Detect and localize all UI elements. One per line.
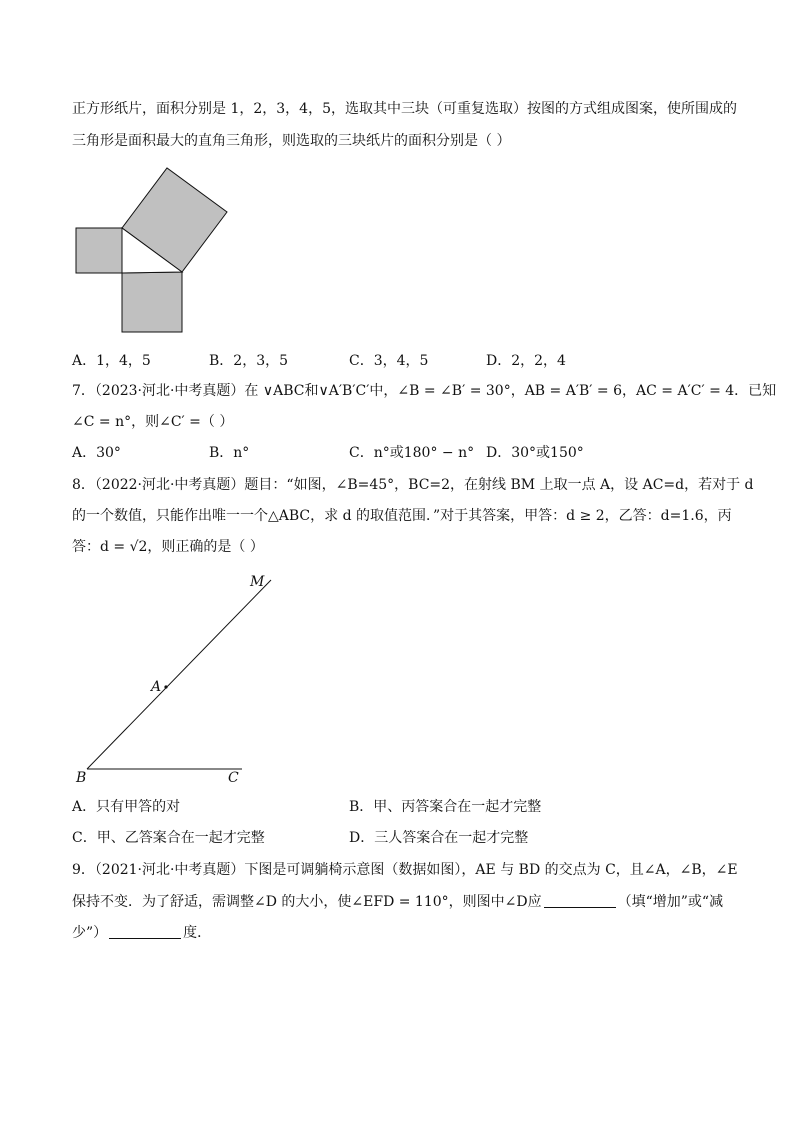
q7-text-line-1: 7．（2023·河北·中考真题）在 ∨ABC和∨A′B′C′中，∠B = ∠B′ = 30°，AB = A′B′ = 6，AC = A′C′ = 4．已知: [72, 383, 777, 399]
q9-line-2-pre: 保持不变．为了舒适，需调整∠D 的大小，使∠EFD = 110°，则图中∠D应: [72, 894, 542, 910]
q8-option-a: A．只有甲答的对: [72, 799, 181, 815]
q8-text-line-1: 8．（2022·河北·中考真题）题目：“如图，∠B=45°，BC=2，在射线 BM 上取一点 A，设 AC=d，若对于 d: [72, 477, 754, 493]
q8-option-d: D．三人答案合在一起才完整: [349, 830, 529, 846]
q9-blank-2[interactable]: [109, 924, 181, 939]
label-c: C: [228, 770, 239, 786]
q9-blank-1[interactable]: [544, 893, 616, 908]
q6-squares-figure: [70, 160, 240, 340]
q9-line-3-pre: 少”）: [72, 925, 108, 941]
q8-text-line-2: 的一个数值，只能作出唯一一个△ABC，求 d 的取值范围．”对于其答案，甲答：d ≥ 2，乙答：d=1.6，丙: [72, 508, 732, 524]
q9-text-line-1: 9．（2021·河北·中考真题）下图是可调躺椅示意图（数据如图），AE 与 BD 的交点为 C，且∠A，∠B，∠E: [72, 862, 738, 878]
bottom-square: [122, 272, 182, 332]
q7-option-b: B．n°: [209, 445, 250, 461]
q9-line-2-post: （填“增加”或“减: [617, 894, 724, 910]
q7-option-d: D．30°或150°: [486, 445, 584, 461]
left-square: [76, 228, 122, 273]
q9-text-line-3: [72, 923, 211, 943]
q8-option-b: B．甲、丙答案合在一起才完整: [349, 799, 542, 815]
q7-option-c: C．n°或180° − n°: [349, 445, 475, 461]
q6-option-d: D．2，2，4: [486, 353, 566, 369]
q8-ray-figure: [70, 568, 285, 790]
q6-option-a: A．1，4，5: [72, 353, 151, 369]
q6-option-b: B．2，3，5: [209, 353, 289, 369]
label-a: A: [151, 679, 162, 695]
q8-text-line-3: 答：d = √2，则正确的是（ ）: [72, 539, 264, 555]
q9-line-3-post: 度．: [183, 925, 212, 941]
label-b: B: [76, 770, 87, 786]
q7-text-line-2: ∠C = n°，则∠C′ =（ ）: [72, 414, 234, 430]
q6-text-line-2: 三角形是面积最大的直角三角形，则选取的三块纸片的面积分别是（ ）: [72, 133, 511, 149]
q6-option-c: C．3，4，5: [349, 353, 429, 369]
label-m: M: [250, 574, 265, 590]
q6-text-line-1: 正方形纸片，面积分别是 1，2，3，4，5，选取其中三块（可重复选取）按图的方式组成图案，使所围成的: [72, 101, 737, 117]
q8-option-c: C．甲、乙答案合在一起才完整: [72, 830, 265, 846]
point-a: [164, 685, 167, 688]
q9-text-line-2: [72, 892, 723, 912]
ray-bm: [87, 580, 271, 769]
q7-option-a: A．30°: [72, 445, 121, 461]
